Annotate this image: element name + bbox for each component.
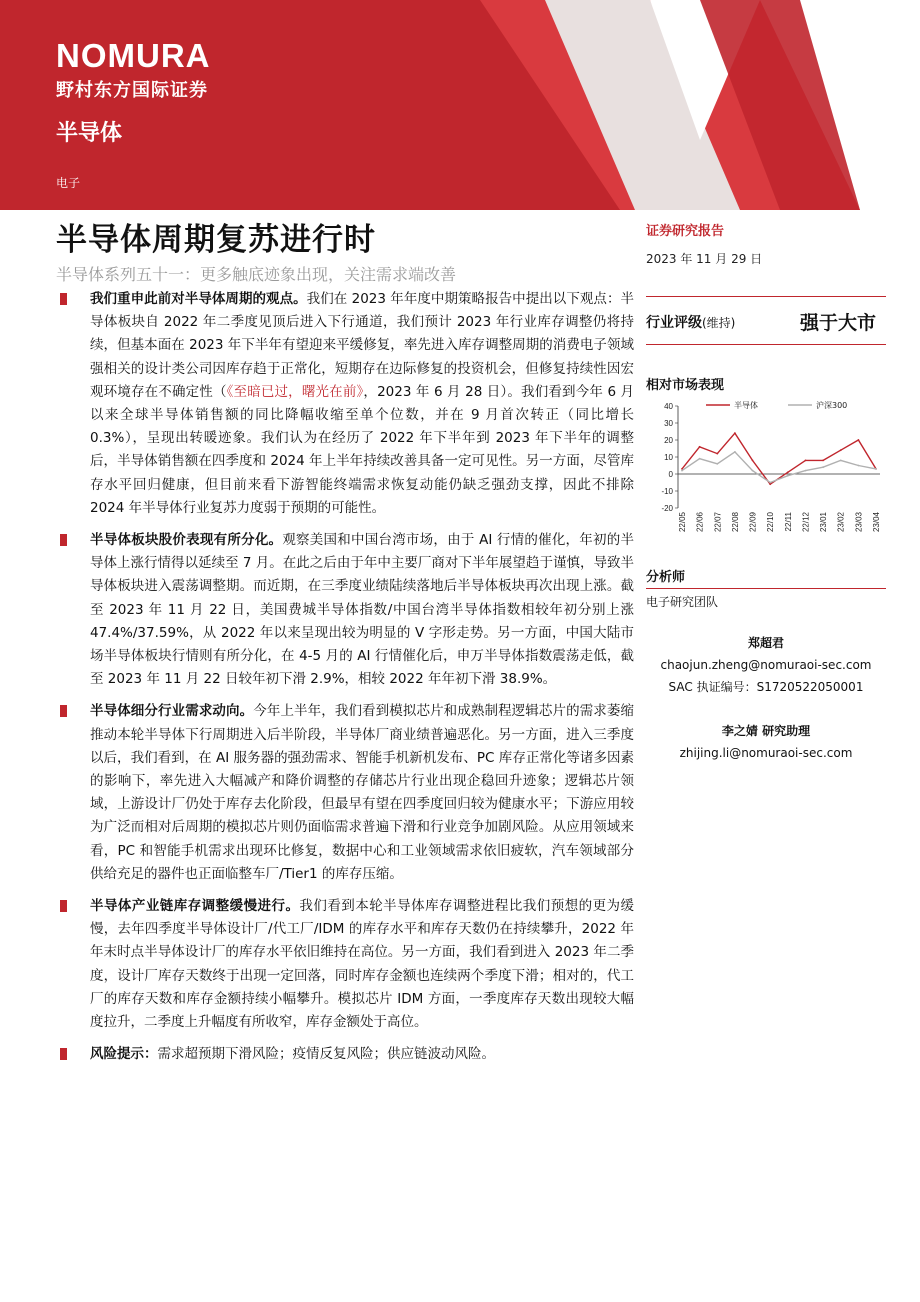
bullet-marker (60, 293, 67, 305)
x-tick-label: 23/02 (836, 512, 846, 533)
data-point (734, 451, 736, 453)
industry-label: 电子 (56, 176, 81, 190)
rating-label (646, 312, 735, 332)
paragraph-text: 观察美国和中国台湾市场，由于 AI 行情的催化，年初的半导体上涨行情得以延续至 7 月。在此之后由于年中主要厂商对下半年展望趋于谨慎，导致半导体板块进入震荡调整期。而近期，在三季度业绩陆续落地后半导体板块再次出现上涨。截至 2023 年 11 月 22 日，美国费城半导体指数/中国台湾半导体指数相较年初分别上涨 47.4%/37.59%，从 2022 年以来呈现出较为明显的 V 字形走势。另一方面，中国大陆市场半导体板块行情则有所分化，在 4-5 月的 AI 行情催化后，申万半导体指数震荡走低，截至 2023 年 11 月 22 日较年初下滑 2.9%，相较 2022 年年初下滑 38.9%。 (90, 532, 635, 688)
series-line-semiconductor (682, 433, 876, 484)
header-banner (0, 0, 920, 210)
data-point (699, 458, 701, 460)
paragraph-text: 我们看到本轮半导体库存调整进程比我们预想的更为缓慢，去年四季度半导体设计厂/代工厂/IDM 的库存水平和库存天数仍在持续攀升，2022 年年末时点半导体设计厂的库存水平依旧维持在高位。另一方面，我们看到进入 2023 年二季度，设计厂库存天数终于出现一定回落，同时库存金额也连续两个季度下滑；相对的，代工厂的库存天数和库存金额持续小幅攀升。模拟芯片 IDM 方面，一季度库存天数出现较大幅度拉升，二季度上升幅度有所收窄，库存金额处于高位。 (90, 898, 635, 1031)
paragraph-lead: 半导体产业链库存调整缓慢进行。 (90, 898, 300, 915)
analyst-name: 郑超君 (747, 636, 784, 650)
data-point (752, 460, 754, 462)
data-point (787, 475, 789, 477)
rating-label-text: 行业评级 (646, 315, 702, 331)
bullet-paragraph (56, 529, 634, 691)
data-point (840, 460, 842, 462)
paragraph-text: 需求超预期下滑风险；疫情反复风险；供应链波动风险。 (157, 1046, 495, 1063)
rating-note: (维持) (702, 316, 736, 330)
paragraph-lead: 风险提示： (90, 1046, 158, 1063)
paragraph-text: ，2023 年 6 月 28 日）。我们看到今年 6 月以来全球半导体销售额的同比降幅收缩至单个位数，并在 9 月首次转正（同比增长 0.3%），呈现出转暖迹象。我们认为在经历了 2022 年下半年到 2023 年下半年的调整后，半导体销售额在四季度和 2024 年上半年持续改善具备一定可见性。另一方面，尽管库存水平回归健康，但目前来看下游智能终端需求恢复动能仍缺乏强劲支撑，因此不排除 2024 年半导体行业复苏力度弱于预期的可能性。 (90, 383, 635, 516)
bullet-marker (60, 705, 67, 717)
data-point (805, 470, 807, 472)
y-tick-label: 40 (664, 402, 673, 411)
y-tick-label: 20 (664, 436, 673, 445)
x-tick-label: 22/06 (695, 512, 705, 533)
analyst-email[interactable]: zhijing.li@nomuraoi-sec.com (679, 746, 853, 760)
chart-title: 相对市场表现 (646, 378, 725, 393)
x-tick-label: 22/07 (713, 512, 723, 533)
bullet-marker (60, 900, 67, 912)
data-point (716, 453, 718, 455)
analyst-card (646, 632, 886, 698)
data-point (858, 439, 860, 441)
brand-logo (56, 38, 210, 102)
report-date: 2023 年 11 月 29 日 (646, 252, 763, 266)
data-point (875, 468, 877, 470)
y-tick-label: 30 (664, 419, 673, 428)
y-tick-label: 0 (668, 470, 673, 479)
data-point (805, 460, 807, 462)
x-tick-label: 22/10 (766, 512, 776, 533)
data-point (716, 463, 718, 465)
y-tick-label: -20 (661, 504, 673, 513)
report-type: 证券研究报告 (646, 224, 725, 239)
divider (646, 344, 886, 345)
bullet-marker (60, 1048, 67, 1060)
bullet-paragraph (56, 895, 634, 1034)
data-point (769, 482, 771, 484)
paragraph-text: 我们在 2023 年年度中期策略报告中提出以下观点：半导体板块自 2022 年二季度见顶后进入下行通道，我们预计 2023 年行业库存调整仍将持续，但基本面在 2023 年下半年有望迎来平缓修复，率先进入库存调整周期的消费电子领域强相关的设计类公司因库存趋于正常化，短期存在边际修复的投资机会，但修复持续性因宏观环境存在不确定性（ (90, 291, 634, 400)
analyst-email[interactable]: chaojun.zheng@nomuraoi-sec.com (660, 658, 872, 672)
x-tick-label: 23/01 (819, 512, 829, 533)
data-point (699, 446, 701, 448)
report-link[interactable]: 《至暗已过，曙光在前》 (226, 383, 364, 400)
bullet-paragraph (56, 1043, 634, 1066)
logo-text: NOMURA (56, 37, 211, 74)
x-tick-label: 23/04 (872, 512, 881, 533)
x-tick-label: 22/12 (801, 512, 811, 533)
data-point (822, 460, 824, 462)
data-point (681, 470, 683, 472)
x-tick-label: 23/03 (854, 512, 864, 533)
analyst-sac: SAC 执证编号：S1720522050001 (668, 680, 864, 694)
analyst-card (646, 720, 886, 764)
data-point (822, 466, 824, 468)
data-point (769, 483, 771, 485)
data-point (840, 449, 842, 451)
sector-label: 半导体 (56, 121, 123, 146)
relative-performance-chart (646, 396, 890, 546)
paragraph-lead: 半导体细分行业需求动向。 (90, 703, 254, 720)
logo-subtitle: 野村东方国际证券 (56, 80, 208, 101)
divider (646, 588, 886, 589)
data-point (752, 470, 754, 472)
analyst-section-title: 分析师 (646, 570, 686, 585)
x-tick-label: 22/08 (730, 512, 740, 533)
paragraph-lead: 半导体板块股价表现有所分化。 (90, 532, 283, 549)
report-subtitle: 半导体系列五十一：更多触底迹象出现，关注需求端改善 (56, 265, 457, 284)
legend-label: 沪深300 (816, 401, 848, 410)
paragraph-lead: 我们重申此前对半导体周期的观点。 (90, 291, 307, 307)
x-tick-label: 22/11 (783, 512, 793, 532)
key-points (56, 288, 634, 1076)
y-tick-label: 10 (664, 453, 673, 462)
paragraph-text: 今年上半年，我们看到模拟芯片和成熟制程逻辑芯片的需求萎缩推动本轮半导体下行周期进入后半阶段，半导体厂商业绩普遍恶化。另一方面，进入三季度以后，我们看到，在 AI 服务器的强劲需求、智能手机新机发布、PC 库存正常化等诸多因素的影响下，率先进入大幅减产和降价调整的存储芯片行业出现企稳回升迹象；逻辑芯片领域，上游设计厂仍处于库存去化阶段，但最早有望在四季度回归较为健康水平；下游应用较为广泛而相对后周期的模拟芯片则仍面临需求普遍下滑和行业竞争加剧风险。从应用领域来看，PC 和智能手机需求出现环比修复，数据中心和工业领域需求依旧疲软，汽车领域部分供给充足的器件也正面临整车厂/Tier1 的库存压缩。 (90, 703, 635, 882)
research-team: 电子研究团队 (646, 595, 719, 609)
legend-label: 半导体 (734, 401, 758, 410)
report-title: 半导体周期复苏进行时 (56, 222, 376, 258)
x-tick-label: 22/05 (678, 512, 687, 533)
x-tick-label: 22/09 (748, 512, 758, 533)
bullet-marker (60, 534, 67, 546)
analyst-name: 李之婧 研究助理 (721, 724, 811, 738)
bullet-paragraph (56, 288, 634, 520)
data-point (734, 432, 736, 434)
bullet-paragraph (56, 700, 634, 886)
rating-value: 强于大市 (800, 312, 877, 334)
divider (646, 296, 886, 297)
data-point (787, 471, 789, 473)
y-tick-label: -10 (661, 487, 673, 496)
data-point (858, 465, 860, 467)
